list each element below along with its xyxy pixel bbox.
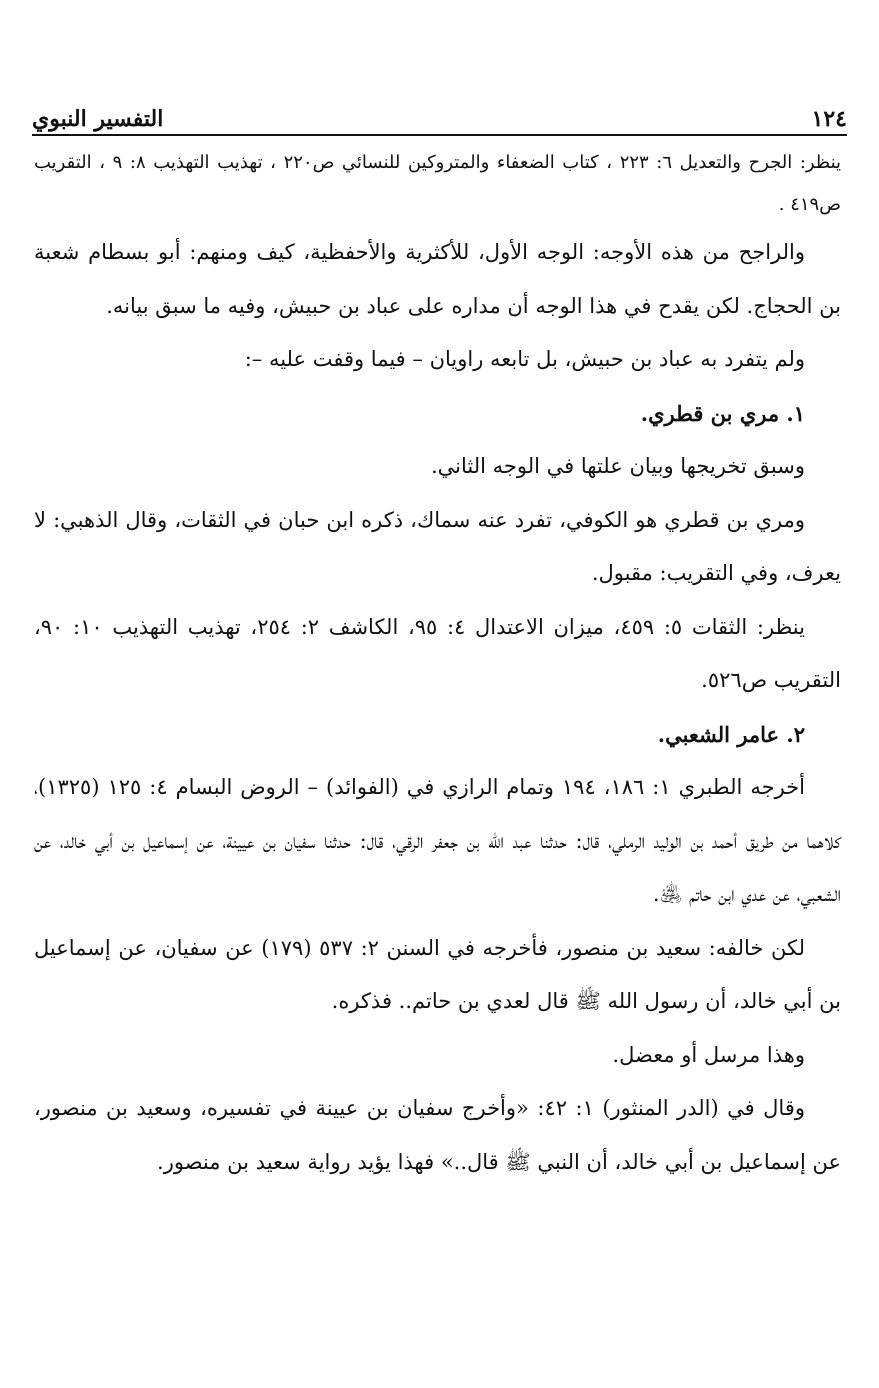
page-header [32, 100, 847, 132]
list-item-2: ٢. عامر الشعبي. [657, 721, 805, 747]
list-item-1: ١. مري بن قطري. [640, 400, 805, 426]
paragraph-durr-manthur: وقال في (الدر المنثور) ١: ٤٢: «وأخرج سفيان بن عيينة في تفسيره، وسعيد بن منصور، عن إسماعيل بن أبي خالد، أن النبي ﷺ قال..» فهذا يؤيد رواية سعيد بن منصور. [34, 1096, 841, 1174]
paragraph-narrator-note: ومري بن قطري هو الكوفي، تفرد عنه سماك، ذكره ابن حبان في الثقات، وقال الذهبي: لا يعرف، وفي التقريب: مقبول. [34, 507, 841, 585]
paragraph-preferred-view: والراجح من هذه الأوجه: الوجه الأول، للأكثرية والأحفظية، كيف ومنهم: أبو بسطام شعبة بن الحجاج. لكن يقدح في هذا الوجه أن مداره على عباد بن حبيش، وفيه ما سبق بيانه. [34, 240, 841, 318]
paragraph-mursal: وهذا مرسل أو معضل. [612, 1042, 805, 1067]
footnote-reference: ينظر: الجرح والتعديل ٦: ٢٢٣ ، كتاب الضعفاء والمتروكين للنسائي ص٢٢٠ ، تهذيب التهذيب ٨: ٩ ، التقريب ص٤١٩ . [34, 152, 842, 215]
page-body [34, 142, 841, 1189]
paragraph-references: ينظر: الثقات ٥: ٤٥٩، ميزان الاعتدال ٤: ٩٥، الكاشف ٢: ٢٥٤، تهذيب التهذيب ١٠: ٩٠، التقريب ص٥٢٦. [34, 614, 841, 692]
paragraph-corroboration: ولم يتفرد به عباد بن حبيش، بل تابعه راويان – فيما وقفت عليه –: [244, 347, 805, 371]
paragraph-contradiction: لكن خالفه: سعيد بن منصور، فأخرجه في السنن ٢: ٥٣٧ (١٧٩) عن سفيان، عن إسماعيل بن أبي خالد، أن رسول الله ﷺ قال لعدي بن حاتم.. فذكره. [34, 935, 841, 1013]
page-number: ١٢٤ [811, 106, 847, 132]
paragraph-previous-grading: وسبق تخريجها وبيان علتها في الوجه الثاني. [430, 454, 805, 478]
paragraph-takhrij: أخرجه الطبري ١: ١٨٦، ١٩٤ وتمام الرازي في (الفوائد) – الروض البسام ٤: ١٢٥ (١٣٢٥)، كلاهما من طريق أحمد بن الوليد الرملي، قال: حدثنا عبد الله بن جعفر الرقي، قال: حدثنا سفيان بن عيينة، عن إسماعيل بن أبي خالد، عن الشعبي، عن عدي ابن حاتم ﵁. [34, 775, 841, 906]
header-rule [32, 134, 847, 136]
running-title: التفسير النبوي [32, 106, 164, 132]
